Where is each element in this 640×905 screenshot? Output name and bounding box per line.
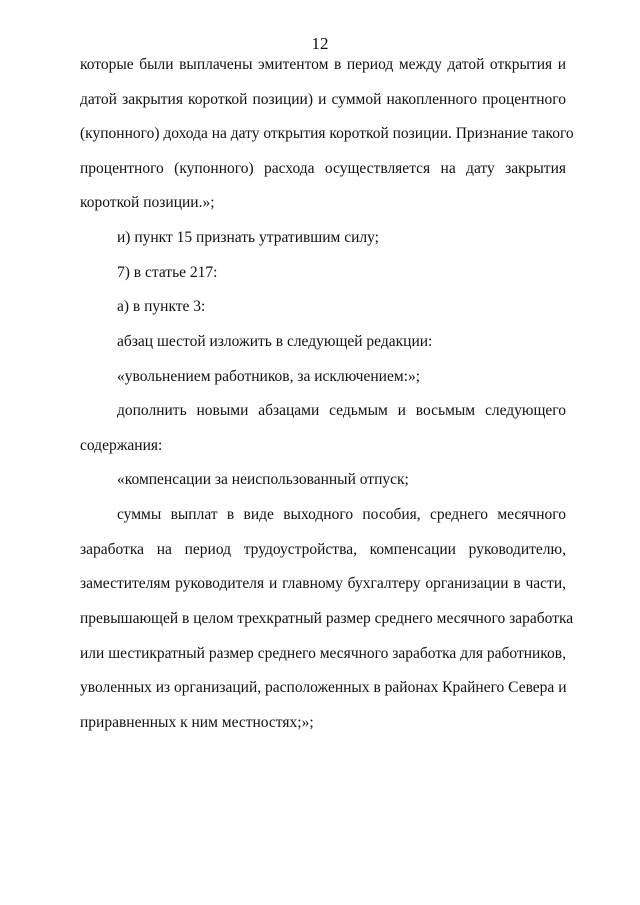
text-line-14: суммы выплат в виде выходного пособия, среднего месячного [117, 506, 566, 523]
page-number: 12 [311, 34, 329, 53]
text-line-10: «увольнением работников, за исключением:»; [117, 368, 420, 385]
text-line-13: «компенсации за неиспользованный отпуск; [117, 471, 409, 488]
text-line-7: 7) в статье 217: [117, 264, 218, 281]
text-line-20: приравненных к ним местностях;»; [80, 714, 314, 731]
text-line-12: содержания: [80, 437, 163, 454]
text-line-5: короткой позиции.»; [80, 194, 215, 211]
text-line-3: (купонного) дохода на дату открытия короткой позиции. Признание такого [80, 125, 574, 142]
text-line-9: абзац шестой изложить в следующей редакции: [117, 333, 433, 350]
text-line-2: датой закрытия короткой позиции) и суммой накопленного процентного [80, 91, 566, 108]
text-line-19: уволенных из организаций, расположенных в районах Крайнего Севера и [80, 679, 567, 696]
text-line-6: и) пункт 15 признать утратившим силу; [117, 229, 379, 246]
text-line-17: превышающей в целом трехкратный размер среднего месячного заработка [80, 610, 574, 627]
text-line-18: или шестикратный размер среднего месячного заработка для работников, [80, 645, 566, 662]
text-line-1: которые были выплачены эмитентом в период между датой открытия и [80, 56, 566, 73]
text-line-16: заместителям руководителя и главному бухгалтеру организации в части, [80, 575, 566, 592]
text-line-11: дополнить новыми абзацами седьмым и восьмым следующего [117, 402, 566, 419]
text-line-4: процентного (купонного) расхода осуществляется на дату закрытия [80, 160, 566, 177]
text-line-8: а) в пункте 3: [117, 298, 206, 315]
text-line-15: заработка на период трудоустройства, компенсации руководителю, [80, 541, 566, 558]
